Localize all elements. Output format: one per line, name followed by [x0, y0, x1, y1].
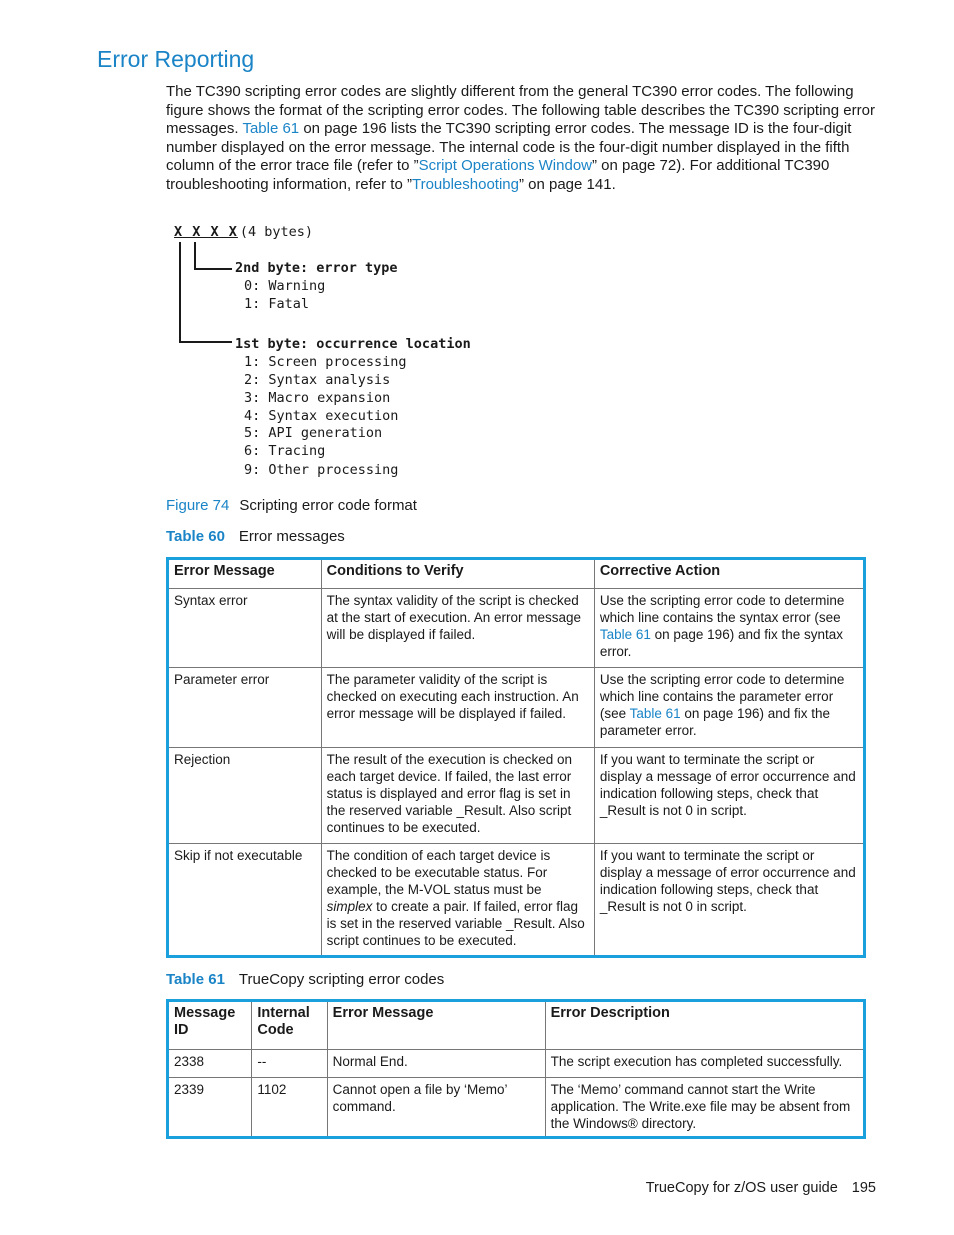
col-header-message-id: Message ID — [168, 1001, 252, 1050]
figure-caption — [166, 497, 417, 514]
cell-error-message: Syntax error — [168, 589, 322, 668]
connector-2nd-byte-vertical — [194, 242, 196, 269]
cell-conditions: The syntax validity of the script is checked at the start of execution. An error message will be displayed if failed. — [321, 589, 594, 668]
cell-corrective-action: If you want to terminate the script or display a message of error occurrence and indication following steps, check that _Result is not 0 in script. — [594, 748, 864, 844]
table-61-caption — [166, 971, 444, 988]
table-row — [168, 748, 865, 844]
error-code-format-figure — [166, 218, 486, 488]
table-60-caption-text: Error messages — [238, 528, 345, 545]
page-footer — [646, 1180, 876, 1196]
cell-error-message: Skip if not executable — [168, 844, 322, 957]
cell-error-message: Rejection — [168, 748, 322, 844]
group-2nd-byte-item: 0: Warning — [244, 278, 326, 294]
figure-caption-label[interactable]: Figure 74 — [166, 497, 230, 514]
intro-paragraph: The TC390 scripting error codes are slightly different from the general TC390 error codes. The following figure shows the format of the scripting error codes. The following table describes the TC390 scripting error messages. Table 61 on page 196 lists the TC390 scripting error codes. The message ID is the four-digit number displayed on the error message. The internal code is the four-digit number displayed in the fifth column of the error trace file (refer to ”Script Operations Window” on page 72). For additional TC390 troubleshooting information, refer to ”Troubleshooting” on page 141. — [166, 83, 875, 193]
figure-code: X X X X — [174, 224, 238, 240]
cell-corrective-action: If you want to terminate the script or display a message of error occurrence and indication following steps, check that _Result is not 0 in script. — [594, 844, 864, 957]
cell-corrective-action: Use the scripting error code to determine which line contains the parameter error (see Table 61 on page 196) and fix the parameter error. — [594, 668, 864, 748]
table-header-row — [168, 559, 865, 589]
link-script-operations-window[interactable]: Script Operations Window — [418, 157, 592, 175]
group-1st-byte-title: 1st byte: occurrence location — [235, 336, 471, 352]
table-row — [168, 589, 865, 668]
figure-caption-text: Scripting error code format — [239, 497, 417, 514]
group-1st-byte-item: 1: Screen processing — [244, 354, 407, 370]
table-61-caption-text: TrueCopy scripting error codes — [238, 971, 445, 988]
table-row — [168, 668, 865, 748]
figure-code-note: (4 bytes) — [239, 224, 314, 240]
col-header-conditions: Conditions to Verify — [321, 559, 594, 589]
table-row — [168, 844, 865, 957]
group-1st-byte-item: 9: Other processing — [244, 462, 399, 478]
figure-code-line — [174, 224, 313, 240]
table-row — [168, 1050, 865, 1078]
footer-title: TrueCopy for z/OS user guide — [645, 1180, 838, 1196]
cell-conditions: The parameter validity of the script is checked on executing each instruction. An error message will be displayed if failed. — [321, 668, 594, 748]
page-number: 195 — [851, 1180, 876, 1196]
cell-message-id: 2339 — [168, 1078, 252, 1138]
col-header-corrective-action: Corrective Action — [594, 559, 864, 589]
table-60-caption-label[interactable]: Table 60 — [166, 528, 225, 545]
group-1st-byte-item: 5: API generation — [244, 425, 383, 441]
cell-message-id: 2338 — [168, 1050, 252, 1078]
col-header-error-description: Error Description — [545, 1001, 864, 1050]
group-1st-byte-item: 3: Macro expansion — [244, 390, 391, 406]
group-2nd-byte-item: 1: Fatal — [244, 296, 310, 312]
table-header-row — [168, 1001, 865, 1050]
section-title: Error Reporting — [97, 46, 255, 72]
group-1st-byte-item: 6: Tracing — [244, 443, 326, 459]
connector-2nd-byte-horizontal — [194, 268, 232, 270]
col-header-error-message: Error Message — [168, 559, 322, 589]
cell-conditions: The result of the execution is checked on each target device. If failed, the last error status is displayed and error flag is set in the reserved variable _Result. Also script continues to be executed. — [321, 748, 594, 844]
link-table-61[interactable]: Table 61 — [242, 120, 300, 138]
error-messages-table — [166, 557, 866, 958]
truecopy-error-codes-table — [166, 999, 866, 1139]
table-61-caption-label[interactable]: Table 61 — [166, 971, 225, 988]
link-troubleshooting[interactable]: Troubleshooting — [411, 175, 519, 193]
cell-corrective-action: Use the scripting error code to determine which line contains the syntax error (see Table 61 on page 196) and fix the syntax error. — [594, 589, 864, 668]
cell-error-description: The script execution has completed successfully. — [545, 1050, 864, 1078]
cell-internal-code: -- — [252, 1050, 327, 1078]
connector-1st-byte-vertical — [179, 242, 181, 342]
table-row — [168, 1078, 865, 1138]
col-header-error-message: Error Message — [327, 1001, 545, 1050]
link-table-61[interactable]: Table 61 — [599, 627, 651, 643]
group-1st-byte-item: 4: Syntax execution — [244, 408, 399, 424]
connector-1st-byte-horizontal — [179, 341, 232, 343]
cell-internal-code: 1102 — [252, 1078, 327, 1138]
group-2nd-byte-title: 2nd byte: error type — [235, 260, 398, 276]
group-1st-byte-item: 2: Syntax analysis — [244, 372, 391, 388]
cell-conditions: The condition of each target device is checked to be executable status. For example, the M-VOL status must be simplex to create a pair. If failed, error flag is set in the reserved variable _Result. Also script continues to be executed. — [321, 844, 594, 957]
col-header-internal-code: Internal Code — [252, 1001, 327, 1050]
cell-error-message: Cannot open a file by ‘Memo’ command. — [327, 1078, 545, 1138]
cell-error-description: The ‘Memo’ command cannot start the Write application. The Write.exe file may be absent from the Windows® directory. — [545, 1078, 864, 1138]
link-table-61[interactable]: Table 61 — [629, 706, 681, 722]
table-60-caption — [166, 528, 345, 545]
cell-error-message: Normal End. — [327, 1050, 545, 1078]
cell-error-message: Parameter error — [168, 668, 322, 748]
